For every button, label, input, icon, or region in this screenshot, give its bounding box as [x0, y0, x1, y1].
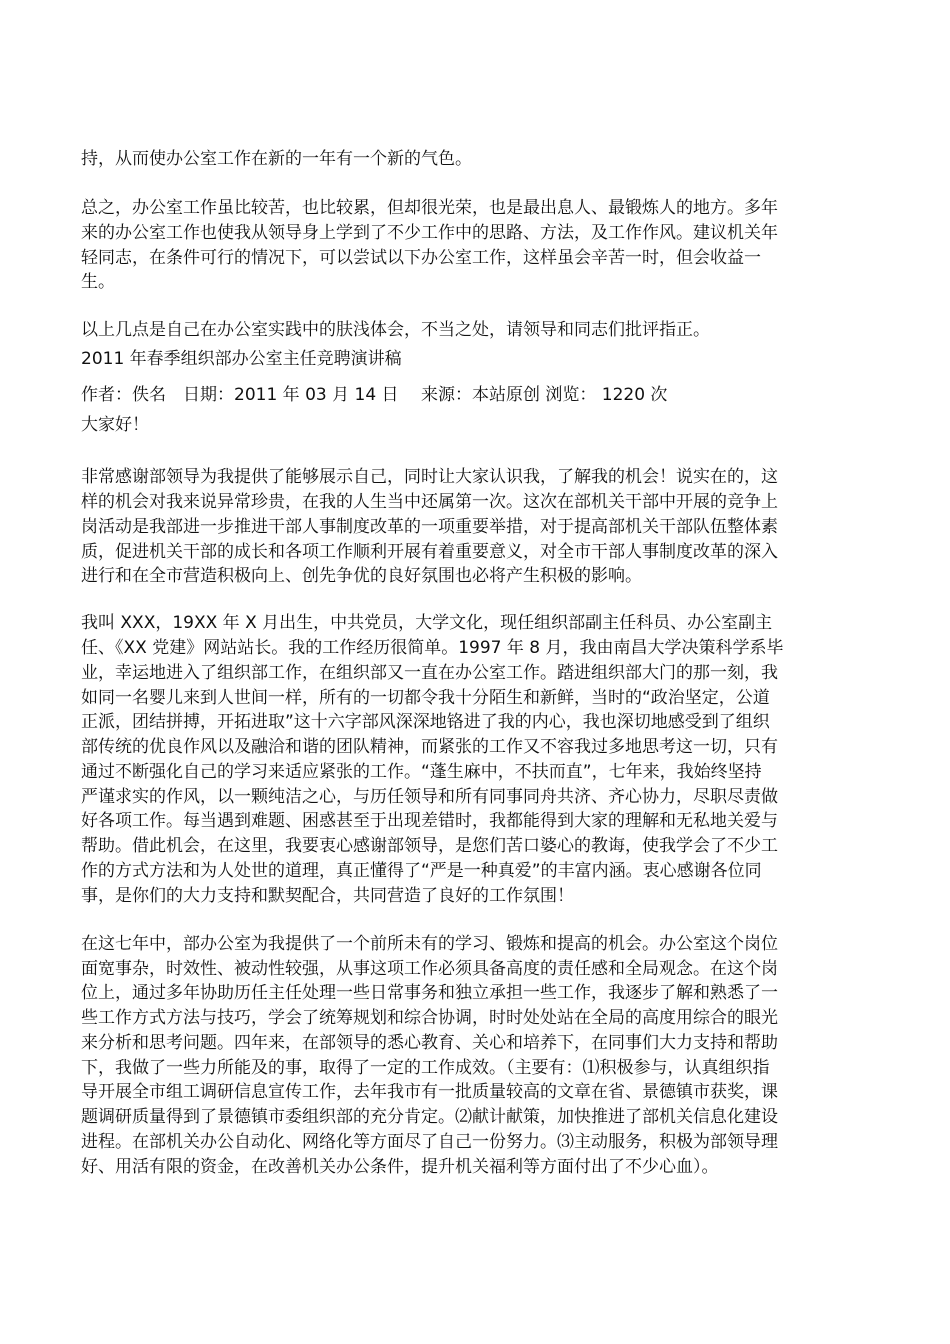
paragraph-line: 正派，团结拼搏，开拓进取”这十六字部风深深地铬进了我的内心，我也深切地感受到了组织	[81, 712, 770, 732]
paragraph-line: 以上几点是自己在办公室实践中的肤浅体会，不当之处，请领导和同志们批评指正。	[81, 320, 710, 340]
paragraph-line: 总之，办公室工作虽比较苦，也比较累，但却很光荣，也是最出息人、最锻炼人的地方。多年	[81, 198, 778, 218]
paragraph-line: 来的办公室工作也使我从领导身上学到了不少工作中的思路、方法，及工作作风。建议机关年	[81, 223, 778, 243]
paragraph-line: 业，幸运地进入了组织部工作，在组织部又一直在办公室工作。踏进组织部大门的那一刻，我	[81, 663, 778, 683]
paragraph-line: 帮助。借此机会，在这里，我要衷心感谢部领导，是您们苦口婆心的教诲，使我学会了不少工	[81, 836, 778, 856]
paragraph-line: 样的机会对我来说异常珍贵，在我的人生当中还属第一次。这次在部机关干部中开展的竞争上	[81, 492, 778, 512]
paragraph-line: 严谨求实的作风，以一颗纯洁之心，与历任领导和所有同事同舟共济、齐心协力，尽职尽责做	[81, 787, 778, 807]
paragraph-line: 作的方式方法和为人处世的道理，真正懂得了“严是一种真爱”的丰富内涵。衷心感谢各位同	[81, 861, 762, 881]
paragraph-line: 岗活动是我部进一步推进干部人事制度改革的一项重要举措，对于提高部机关干部队伍整体素	[81, 517, 778, 537]
paragraph-line: 好各项工作。每当遇到难题、困惑甚至于出现差错时，我都能得到大家的理解和无私地关爱与	[81, 811, 778, 831]
article-title: 2011 年春季组织部办公室主任竞聘演讲稿	[81, 349, 402, 369]
paragraph-line: 进行和在全市营造积极向上、创先争优的良好氛围也必将产生积极的影响。	[81, 566, 642, 586]
paragraph-line: 面宽事杂，时效性、被动性较强，从事这项工作必须具备高度的责任感和全局观念。在这个岗	[81, 959, 778, 979]
paragraph-line: 非常感谢部领导为我提供了能够展示自己，同时让大家认识我，了解我的机会！说实在的，这	[81, 467, 778, 487]
paragraph-line: 任、《XX 党建》网站站长。我的工作经历很简单。1997 年 8 月，我由南昌大学决策科学系毕	[81, 638, 784, 658]
paragraph-line: 下，我做了一些力所能及的事，取得了一定的工作成效。（主要有：⑴积极参与，认真组织指	[81, 1058, 770, 1078]
paragraph-line: 在这七年中，部办公室为我提供了一个前所未有的学习、锻炼和提高的机会。办公室这个岗位	[81, 934, 778, 954]
paragraph-line: 位上，通过多年协助历任主任处理一些日常事务和独立承担一些工作，我逐步了解和熟悉了一	[81, 983, 778, 1003]
paragraph-line: 题调研质量得到了景德镇市委组织部的充分肯定。⑵献计献策，加快推进了部机关信息化建设	[81, 1107, 778, 1127]
paragraph-line: 导开展全市组工调研信息宣传工作，去年我市有一批质量较高的文章在省、景德镇市获奖，课	[81, 1082, 778, 1102]
paragraph-line: 好、用活有限的资金，在改善机关办公条件，提升机关福利等方面付出了不少心血）。	[81, 1157, 719, 1177]
paragraph-line: 进程。在部机关办公自动化、网络化等方面尽了自己一份努力。⑶主动服务，积极为部领导理	[81, 1132, 778, 1152]
article-meta: 作者：佚名 日期：2011 年 03 月 14 日 来源：本站原创 浏览： 1220 次	[81, 385, 668, 405]
paragraph-line: 质，促进机关干部的成长和各项工作顺利开展有着重要意义，对全市干部人事制度改革的深入	[81, 542, 778, 562]
paragraph-line: 我叫 XXX，19XX 年 X 月出生，中共党员，大学文化，现任组织部副主任科员、办公室副主	[81, 613, 773, 633]
paragraph-line: 轻同志，在条件可行的情况下，可以尝试以下办公室工作，这样虽会辛苦一时，但会收益一	[81, 248, 761, 268]
paragraph-line: 来分析和思考问题。四年来，在部领导的悉心教育、关心和培养下，在同事们大力支持和帮助	[81, 1033, 778, 1053]
paragraph-line: 生。	[81, 272, 115, 292]
paragraph-line: 通过不断强化自己的学习来适应紧张的工作。“蓬生麻中，不扶而直”，七年来，我始终坚持	[81, 762, 762, 782]
paragraph-line: 些工作方式方法与技巧，学会了统筹规划和综合协调，时时处处站在全局的高度用综合的眼光	[81, 1008, 778, 1028]
paragraph-line: 持，从而使办公室工作在新的一年有一个新的气色。	[81, 149, 472, 169]
paragraph-line: 部传统的优良作风以及融洽和谐的团队精神，而紧张的工作又不容我过多地思考这一切，只有	[81, 737, 778, 757]
paragraph-line: 事，是你们的大力支持和默契配合，共同营造了良好的工作氛围！	[81, 886, 574, 906]
paragraph-line: 如同一名婴儿来到人世间一样，所有的一切都令我十分陌生和新鲜，当时的“政治坚定，公道	[81, 688, 770, 708]
greeting: 大家好！	[81, 415, 149, 435]
